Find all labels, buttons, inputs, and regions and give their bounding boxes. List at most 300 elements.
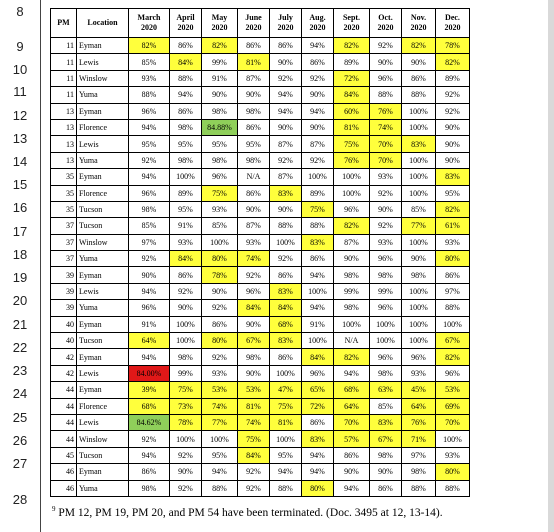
value-cell: 97% bbox=[436, 283, 470, 299]
table-row bbox=[51, 185, 470, 201]
value-cell: 82% bbox=[436, 349, 470, 365]
value-cell: 86% bbox=[170, 267, 202, 283]
value-cell: 100% bbox=[334, 185, 370, 201]
value-cell: 100% bbox=[270, 234, 302, 250]
value-cell: 86% bbox=[334, 447, 370, 463]
value-cell: 82% bbox=[436, 201, 470, 217]
value-cell: 92% bbox=[202, 300, 238, 316]
value-cell: 86% bbox=[202, 316, 238, 332]
line-number: 25 bbox=[12, 410, 28, 425]
value-cell: 76% bbox=[370, 103, 402, 119]
value-cell: 94% bbox=[302, 447, 334, 463]
value-cell: 72% bbox=[302, 398, 334, 414]
location-cell: Yuma bbox=[77, 87, 129, 103]
value-cell: 39% bbox=[129, 382, 170, 398]
value-cell: 82% bbox=[129, 38, 170, 54]
value-cell: 88% bbox=[436, 300, 470, 316]
value-cell: 81% bbox=[270, 414, 302, 430]
line-number: 18 bbox=[12, 247, 28, 262]
value-cell: 47% bbox=[270, 382, 302, 398]
location-cell: Eyman bbox=[77, 316, 129, 332]
value-cell: 76% bbox=[334, 152, 370, 168]
location-cell: Florence bbox=[77, 119, 129, 135]
value-cell: 94% bbox=[270, 464, 302, 480]
table-row bbox=[51, 349, 470, 365]
column-header: July 2020 bbox=[270, 9, 302, 38]
column-header: June 2020 bbox=[238, 9, 270, 38]
value-cell: 98% bbox=[170, 119, 202, 135]
value-cell: 96% bbox=[334, 201, 370, 217]
value-cell: 92% bbox=[370, 218, 402, 234]
value-cell: 87% bbox=[270, 169, 302, 185]
value-cell: 92% bbox=[202, 349, 238, 365]
value-cell: 95% bbox=[202, 447, 238, 463]
pm-cell: 46 bbox=[51, 480, 77, 496]
value-cell: 98% bbox=[238, 103, 270, 119]
value-cell: 83% bbox=[370, 414, 402, 430]
location-cell: Lewis bbox=[77, 365, 129, 381]
value-cell: 82% bbox=[334, 38, 370, 54]
location-cell: Yuma bbox=[77, 251, 129, 267]
location-cell: Lewis bbox=[77, 136, 129, 152]
value-cell: 63% bbox=[370, 382, 402, 398]
column-header: Oct. 2020 bbox=[370, 9, 402, 38]
value-cell: 85% bbox=[202, 218, 238, 234]
value-cell: 94% bbox=[302, 464, 334, 480]
value-cell: 77% bbox=[402, 218, 436, 234]
value-cell: 98% bbox=[238, 349, 270, 365]
value-cell: 93% bbox=[129, 70, 170, 86]
value-cell: 100% bbox=[370, 333, 402, 349]
value-cell: 87% bbox=[238, 218, 270, 234]
value-cell: 92% bbox=[129, 251, 170, 267]
line-number: 11 bbox=[13, 84, 27, 99]
value-cell: 98% bbox=[370, 447, 402, 463]
location-cell: Yuma bbox=[77, 300, 129, 316]
value-cell: 94% bbox=[129, 283, 170, 299]
value-cell: 80% bbox=[436, 464, 470, 480]
value-cell: 86% bbox=[238, 119, 270, 135]
table-row bbox=[51, 54, 470, 70]
value-cell: 100% bbox=[402, 185, 436, 201]
line-number: 20 bbox=[12, 293, 28, 308]
value-cell: 67% bbox=[238, 333, 270, 349]
pm-cell: 39 bbox=[51, 283, 77, 299]
value-cell: 100% bbox=[202, 431, 238, 447]
location-cell: Lewis bbox=[77, 283, 129, 299]
value-cell: 94% bbox=[202, 464, 238, 480]
value-cell: 86% bbox=[302, 414, 334, 430]
value-cell: 68% bbox=[334, 382, 370, 398]
pm-cell: 44 bbox=[51, 382, 77, 398]
value-cell: 93% bbox=[436, 234, 470, 250]
value-cell: 94% bbox=[302, 267, 334, 283]
value-cell: 86% bbox=[270, 349, 302, 365]
value-cell: 96% bbox=[402, 349, 436, 365]
value-cell: 90% bbox=[370, 464, 402, 480]
pm-cell: 44 bbox=[51, 398, 77, 414]
location-cell: Tucson bbox=[77, 201, 129, 217]
table-row bbox=[51, 300, 470, 316]
value-cell: 88% bbox=[129, 87, 170, 103]
value-cell: 93% bbox=[370, 234, 402, 250]
value-cell: 100% bbox=[270, 365, 302, 381]
value-cell: 92% bbox=[170, 447, 202, 463]
value-cell: 65% bbox=[302, 382, 334, 398]
value-cell: 100% bbox=[402, 333, 436, 349]
value-cell: 83% bbox=[270, 333, 302, 349]
value-cell: 92% bbox=[129, 431, 170, 447]
value-cell: 90% bbox=[238, 201, 270, 217]
value-cell: 67% bbox=[436, 333, 470, 349]
value-cell: 88% bbox=[270, 480, 302, 496]
value-cell: 94% bbox=[129, 119, 170, 135]
pm-cell: 13 bbox=[51, 103, 77, 119]
value-cell: 100% bbox=[402, 300, 436, 316]
value-cell: 94% bbox=[170, 87, 202, 103]
value-cell: 77% bbox=[202, 414, 238, 430]
pm-cell: 11 bbox=[51, 70, 77, 86]
value-cell: 82% bbox=[334, 218, 370, 234]
table-row bbox=[51, 398, 470, 414]
value-cell: 98% bbox=[170, 349, 202, 365]
value-cell: 82% bbox=[436, 54, 470, 70]
value-cell: 86% bbox=[302, 251, 334, 267]
location-cell: Eyman bbox=[77, 38, 129, 54]
value-cell: 70% bbox=[370, 136, 402, 152]
value-cell: 99% bbox=[202, 54, 238, 70]
value-cell: 93% bbox=[202, 201, 238, 217]
value-cell: 53% bbox=[202, 382, 238, 398]
line-number: 27 bbox=[12, 456, 28, 471]
location-cell: Tucson bbox=[77, 218, 129, 234]
pm-cell: 40 bbox=[51, 333, 77, 349]
value-cell: 96% bbox=[370, 70, 402, 86]
pm-cell: 37 bbox=[51, 234, 77, 250]
value-cell: 96% bbox=[370, 300, 402, 316]
location-cell: Tucson bbox=[77, 333, 129, 349]
line-number: 10 bbox=[12, 62, 28, 77]
value-cell: 98% bbox=[129, 201, 170, 217]
value-cell: 74% bbox=[238, 414, 270, 430]
value-cell: 97% bbox=[402, 447, 436, 463]
value-cell: 100% bbox=[402, 119, 436, 135]
value-cell: 84% bbox=[170, 251, 202, 267]
value-cell: 94% bbox=[129, 349, 170, 365]
value-cell: 98% bbox=[402, 267, 436, 283]
value-cell: 93% bbox=[402, 365, 436, 381]
value-cell: 70% bbox=[436, 414, 470, 430]
pm-cell: 45 bbox=[51, 447, 77, 463]
value-cell: 84% bbox=[238, 447, 270, 463]
footnote-text: PM 12, PM 19, PM 20, and PM 54 have been terminated. (Doc. 3495 at 12, 13-14). bbox=[55, 506, 443, 519]
value-cell: 86% bbox=[270, 267, 302, 283]
value-cell: 82% bbox=[402, 38, 436, 54]
value-cell: 100% bbox=[270, 431, 302, 447]
value-cell: 100% bbox=[402, 283, 436, 299]
value-cell: 86% bbox=[370, 480, 402, 496]
value-cell: 80% bbox=[202, 251, 238, 267]
column-header: Aug. 2020 bbox=[302, 9, 334, 38]
value-cell: 84% bbox=[302, 349, 334, 365]
value-cell: 84% bbox=[170, 54, 202, 70]
pm-cell: 39 bbox=[51, 267, 77, 283]
value-cell: 86% bbox=[170, 103, 202, 119]
value-cell: 92% bbox=[270, 152, 302, 168]
value-cell: 98% bbox=[129, 480, 170, 496]
table-row bbox=[51, 464, 470, 480]
value-cell: 83% bbox=[270, 283, 302, 299]
value-cell: 75% bbox=[170, 382, 202, 398]
value-cell: 100% bbox=[170, 169, 202, 185]
column-header: Sept. 2020 bbox=[334, 9, 370, 38]
value-cell: 97% bbox=[129, 234, 170, 250]
value-cell: 90% bbox=[302, 87, 334, 103]
column-header: Location bbox=[77, 9, 129, 38]
value-cell: 86% bbox=[238, 38, 270, 54]
value-cell: 92% bbox=[238, 480, 270, 496]
value-cell: 94% bbox=[302, 300, 334, 316]
value-cell: 60% bbox=[334, 103, 370, 119]
value-cell: 87% bbox=[270, 136, 302, 152]
value-cell: 92% bbox=[302, 70, 334, 86]
value-cell: 100% bbox=[202, 234, 238, 250]
table-row bbox=[51, 267, 470, 283]
pm-cell: 11 bbox=[51, 87, 77, 103]
line-number: 16 bbox=[12, 200, 28, 215]
value-cell: 98% bbox=[402, 464, 436, 480]
table-row bbox=[51, 218, 470, 234]
table-row bbox=[51, 382, 470, 398]
value-cell: 98% bbox=[170, 152, 202, 168]
value-cell: 86% bbox=[436, 267, 470, 283]
line-number: 19 bbox=[12, 270, 28, 285]
value-cell: 90% bbox=[270, 201, 302, 217]
value-cell: 100% bbox=[370, 316, 402, 332]
value-cell: 86% bbox=[302, 54, 334, 70]
value-cell: 90% bbox=[436, 119, 470, 135]
value-cell: 70% bbox=[370, 152, 402, 168]
value-cell: 90% bbox=[302, 119, 334, 135]
value-cell: 100% bbox=[436, 316, 470, 332]
value-cell: 100% bbox=[402, 103, 436, 119]
value-cell: 92% bbox=[270, 251, 302, 267]
value-cell: 88% bbox=[302, 218, 334, 234]
value-cell: N/A bbox=[238, 169, 270, 185]
value-cell: 80% bbox=[436, 251, 470, 267]
pm-cell: 13 bbox=[51, 136, 77, 152]
column-header: March 2020 bbox=[129, 9, 170, 38]
pm-cell: 35 bbox=[51, 169, 77, 185]
pm-cell: 11 bbox=[51, 38, 77, 54]
value-cell: 85% bbox=[370, 398, 402, 414]
location-cell: Eyman bbox=[77, 349, 129, 365]
performance-table bbox=[50, 8, 470, 497]
value-cell: 78% bbox=[202, 267, 238, 283]
value-cell: 98% bbox=[370, 267, 402, 283]
value-cell: 86% bbox=[238, 185, 270, 201]
value-cell: 88% bbox=[170, 70, 202, 86]
value-cell: 94% bbox=[270, 103, 302, 119]
value-cell: 73% bbox=[170, 398, 202, 414]
value-cell: 85% bbox=[129, 218, 170, 234]
value-cell: 75% bbox=[334, 136, 370, 152]
value-cell: 94% bbox=[270, 87, 302, 103]
value-cell: 92% bbox=[370, 185, 402, 201]
value-cell: 64% bbox=[402, 398, 436, 414]
table-row bbox=[51, 201, 470, 217]
table-header-row bbox=[51, 9, 470, 38]
value-cell: 100% bbox=[170, 333, 202, 349]
value-cell: 88% bbox=[270, 218, 302, 234]
value-cell: 64% bbox=[334, 398, 370, 414]
table-row bbox=[51, 251, 470, 267]
value-cell: 88% bbox=[202, 480, 238, 496]
value-cell: 96% bbox=[436, 365, 470, 381]
line-number: 9 bbox=[16, 39, 24, 54]
pm-cell: 42 bbox=[51, 365, 77, 381]
table-row bbox=[51, 169, 470, 185]
value-cell: 95% bbox=[270, 447, 302, 463]
line-number: 8 bbox=[16, 4, 24, 19]
value-cell: 82% bbox=[334, 349, 370, 365]
location-cell: Winslow bbox=[77, 70, 129, 86]
value-cell: 93% bbox=[436, 447, 470, 463]
margin-rule bbox=[40, 0, 41, 532]
pm-cell: 35 bbox=[51, 201, 77, 217]
value-cell: 90% bbox=[170, 464, 202, 480]
value-cell: 83% bbox=[436, 169, 470, 185]
value-cell: 100% bbox=[402, 316, 436, 332]
line-number: 28 bbox=[12, 492, 28, 507]
value-cell: 95% bbox=[436, 185, 470, 201]
value-cell: 67% bbox=[370, 431, 402, 447]
value-cell: 53% bbox=[436, 382, 470, 398]
value-cell: 84.62% bbox=[129, 414, 170, 430]
value-cell: 81% bbox=[238, 54, 270, 70]
value-cell: 68% bbox=[270, 316, 302, 332]
page-edge bbox=[548, 0, 554, 532]
value-cell: 90% bbox=[170, 300, 202, 316]
value-cell: 71% bbox=[402, 431, 436, 447]
value-cell: 84.88% bbox=[202, 119, 238, 135]
value-cell: 91% bbox=[302, 316, 334, 332]
value-cell: 88% bbox=[436, 480, 470, 496]
value-cell: 85% bbox=[402, 201, 436, 217]
pm-cell: 11 bbox=[51, 54, 77, 70]
value-cell: 96% bbox=[370, 251, 402, 267]
value-cell: 75% bbox=[302, 201, 334, 217]
value-cell: N/A bbox=[334, 333, 370, 349]
value-cell: 72% bbox=[334, 70, 370, 86]
value-cell: 91% bbox=[129, 316, 170, 332]
value-cell: 74% bbox=[370, 119, 402, 135]
table-row bbox=[51, 480, 470, 496]
value-cell: 95% bbox=[238, 136, 270, 152]
table-row bbox=[51, 152, 470, 168]
value-cell: 100% bbox=[334, 316, 370, 332]
value-cell: 99% bbox=[334, 283, 370, 299]
value-cell: 95% bbox=[170, 201, 202, 217]
value-cell: 70% bbox=[334, 414, 370, 430]
value-cell: 78% bbox=[170, 414, 202, 430]
pm-cell: 44 bbox=[51, 414, 77, 430]
value-cell: 84% bbox=[334, 87, 370, 103]
value-cell: 75% bbox=[238, 431, 270, 447]
value-cell: 90% bbox=[402, 54, 436, 70]
table-row bbox=[51, 283, 470, 299]
value-cell: 92% bbox=[436, 87, 470, 103]
value-cell: 89% bbox=[334, 54, 370, 70]
value-cell: 90% bbox=[238, 316, 270, 332]
line-number: 21 bbox=[12, 317, 28, 332]
value-cell: 84.00% bbox=[129, 365, 170, 381]
location-cell: Tucson bbox=[77, 447, 129, 463]
value-cell: 80% bbox=[202, 333, 238, 349]
column-header: Dec. 2020 bbox=[436, 9, 470, 38]
value-cell: 100% bbox=[170, 431, 202, 447]
value-cell: 78% bbox=[436, 38, 470, 54]
pm-cell: 13 bbox=[51, 119, 77, 135]
value-cell: 83% bbox=[302, 234, 334, 250]
location-cell: Florence bbox=[77, 398, 129, 414]
value-cell: 100% bbox=[302, 169, 334, 185]
value-cell: 99% bbox=[170, 365, 202, 381]
value-cell: 90% bbox=[270, 119, 302, 135]
value-cell: 96% bbox=[202, 169, 238, 185]
table-row bbox=[51, 365, 470, 381]
value-cell: 96% bbox=[129, 185, 170, 201]
value-cell: 93% bbox=[170, 234, 202, 250]
table-row bbox=[51, 103, 470, 119]
location-cell: Winslow bbox=[77, 234, 129, 250]
value-cell: 93% bbox=[238, 234, 270, 250]
value-cell: 93% bbox=[370, 169, 402, 185]
location-cell: Lewis bbox=[77, 414, 129, 430]
value-cell: 57% bbox=[334, 431, 370, 447]
value-cell: 81% bbox=[238, 398, 270, 414]
value-cell: 92% bbox=[238, 267, 270, 283]
value-cell: 87% bbox=[302, 136, 334, 152]
value-cell: 74% bbox=[202, 398, 238, 414]
value-cell: 92% bbox=[170, 480, 202, 496]
value-cell: 90% bbox=[202, 283, 238, 299]
value-cell: 86% bbox=[270, 38, 302, 54]
pm-cell: 40 bbox=[51, 316, 77, 332]
value-cell: 95% bbox=[170, 136, 202, 152]
value-cell: 100% bbox=[436, 431, 470, 447]
footnote-marker: 9 bbox=[52, 505, 56, 513]
value-cell: 89% bbox=[436, 70, 470, 86]
footnote bbox=[52, 505, 547, 519]
table-row bbox=[51, 447, 470, 463]
column-header: May 2020 bbox=[202, 9, 238, 38]
value-cell: 75% bbox=[202, 185, 238, 201]
value-cell: 92% bbox=[238, 464, 270, 480]
table-row bbox=[51, 234, 470, 250]
column-header: PM bbox=[51, 9, 77, 38]
value-cell: 100% bbox=[302, 333, 334, 349]
value-cell: 81% bbox=[334, 119, 370, 135]
value-cell: 95% bbox=[129, 136, 170, 152]
location-cell: Eyman bbox=[77, 169, 129, 185]
value-cell: 94% bbox=[334, 365, 370, 381]
location-cell: Yuma bbox=[77, 152, 129, 168]
value-cell: 88% bbox=[370, 87, 402, 103]
value-cell: 98% bbox=[370, 365, 402, 381]
value-cell: 95% bbox=[202, 136, 238, 152]
value-cell: 92% bbox=[302, 152, 334, 168]
